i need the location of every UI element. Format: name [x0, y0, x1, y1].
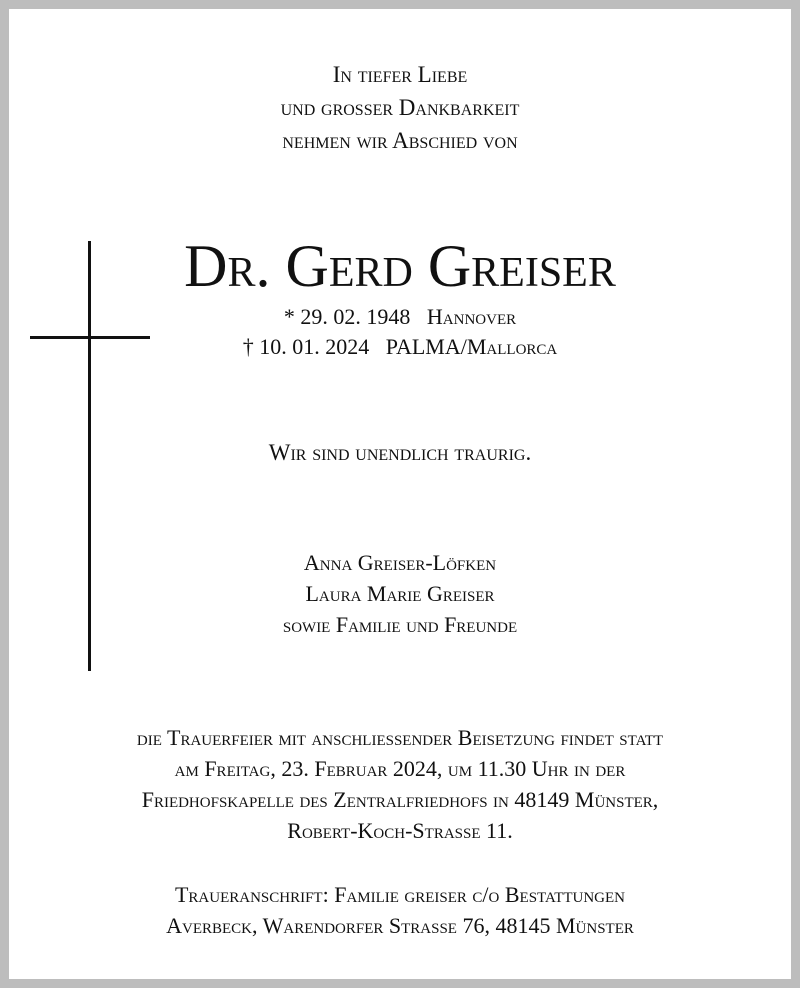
ceremony-line-1: die Trauerfeier mit anschliessender Beisetzung findet statt	[136, 725, 664, 750]
family-line-3: sowie Familie und Freunde	[282, 612, 518, 637]
family-line-1: Anna Greiser-Löfken	[303, 550, 497, 575]
ceremony-line-3: Friedhofskapelle des Zentralfriedhofs in 48149 Münster,	[141, 787, 659, 812]
intro-line-3: nehmen wir Abschied von	[282, 128, 518, 153]
ceremony-line-2: am Freitag, 23. Februar 2024, um 11.30 Uhr in der	[174, 756, 626, 781]
ceremony-line-4: Robert-Koch-Strasse 11.	[287, 818, 513, 843]
birth-line: * 29. 02. 1948 Hannover	[283, 304, 517, 329]
death-line: † 10. 01. 2024 PALMA/Mallorca	[242, 334, 558, 359]
intro-line-1: In tiefer Liebe	[332, 62, 468, 87]
address-line-1: Traueranschrift: Familie greiser c/o Bestattungen	[174, 882, 626, 907]
address-line-2: Averbeck, Warendorfer Strasse 76, 48145 Münster	[166, 913, 634, 938]
intro-line-2: und grosser Dankbarkeit	[280, 95, 520, 120]
deceased-name: Dr. Gerd Greiser	[184, 233, 616, 299]
family-line-2: Laura Marie Greiser	[305, 581, 495, 606]
sorrow-text: Wir sind unendlich traurig.	[268, 440, 532, 465]
